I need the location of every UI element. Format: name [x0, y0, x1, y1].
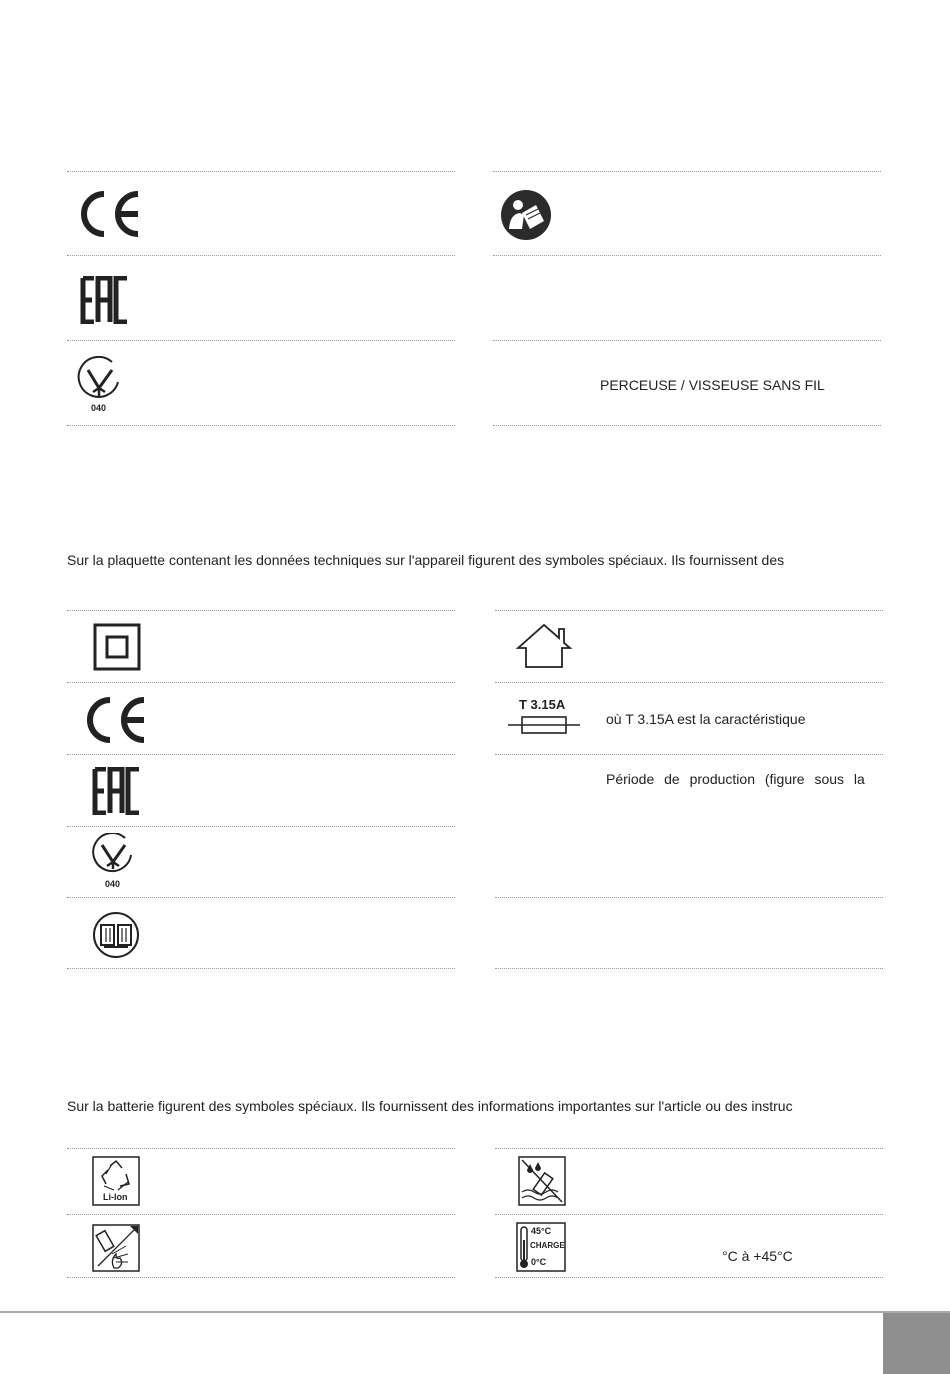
- read-manual-icon: [500, 189, 552, 241]
- double-insulation-icon: [93, 623, 141, 671]
- footer-rule: [0, 1311, 950, 1313]
- fuse-rating-label: T 3.15A: [519, 697, 566, 712]
- instruction-manual-icon: [92, 911, 140, 959]
- eac-mark-icon: [80, 276, 130, 324]
- no-water-immersion-icon: [518, 1156, 566, 1206]
- fuse-description-text: où T 3.15A est la caractéristique: [606, 711, 806, 727]
- no-fire-icon: [92, 1224, 140, 1272]
- cert-number-label: 040: [91, 403, 107, 413]
- ce-mark-icon: [82, 696, 148, 744]
- fuse-icon: [508, 713, 580, 737]
- ukrainian-conformity-mark-icon: [91, 833, 137, 883]
- production-period-text: Période de production (figure sous la: [606, 771, 865, 787]
- cert-number-label: 040: [105, 879, 121, 889]
- charge-max-temp-label: 45°C: [531, 1226, 552, 1236]
- charge-min-temp-label: 0°C: [531, 1257, 547, 1267]
- li-ion-label: Li-Ion: [103, 1192, 128, 1202]
- page-number-tab: [883, 1313, 950, 1374]
- section-2-intro: Sur la plaquette contenant les données techniques sur l'appareil figurent des symboles spéciaux. Ils fournissent des: [67, 552, 785, 568]
- eac-mark-icon: [92, 767, 142, 815]
- charge-temperature-text: °C à +45°C: [722, 1248, 793, 1264]
- ce-mark-icon: [76, 190, 142, 238]
- section-3-intro: Sur la batterie figurent des symboles spéciaux. Ils fournissent des informations importantes sur l'article ou des instruc: [67, 1098, 793, 1114]
- indoor-use-house-icon: [515, 623, 573, 669]
- charge-label: CHARGE: [530, 1241, 565, 1250]
- product-name-text: PERCEUSE / VISSEUSE SANS FIL: [600, 377, 825, 393]
